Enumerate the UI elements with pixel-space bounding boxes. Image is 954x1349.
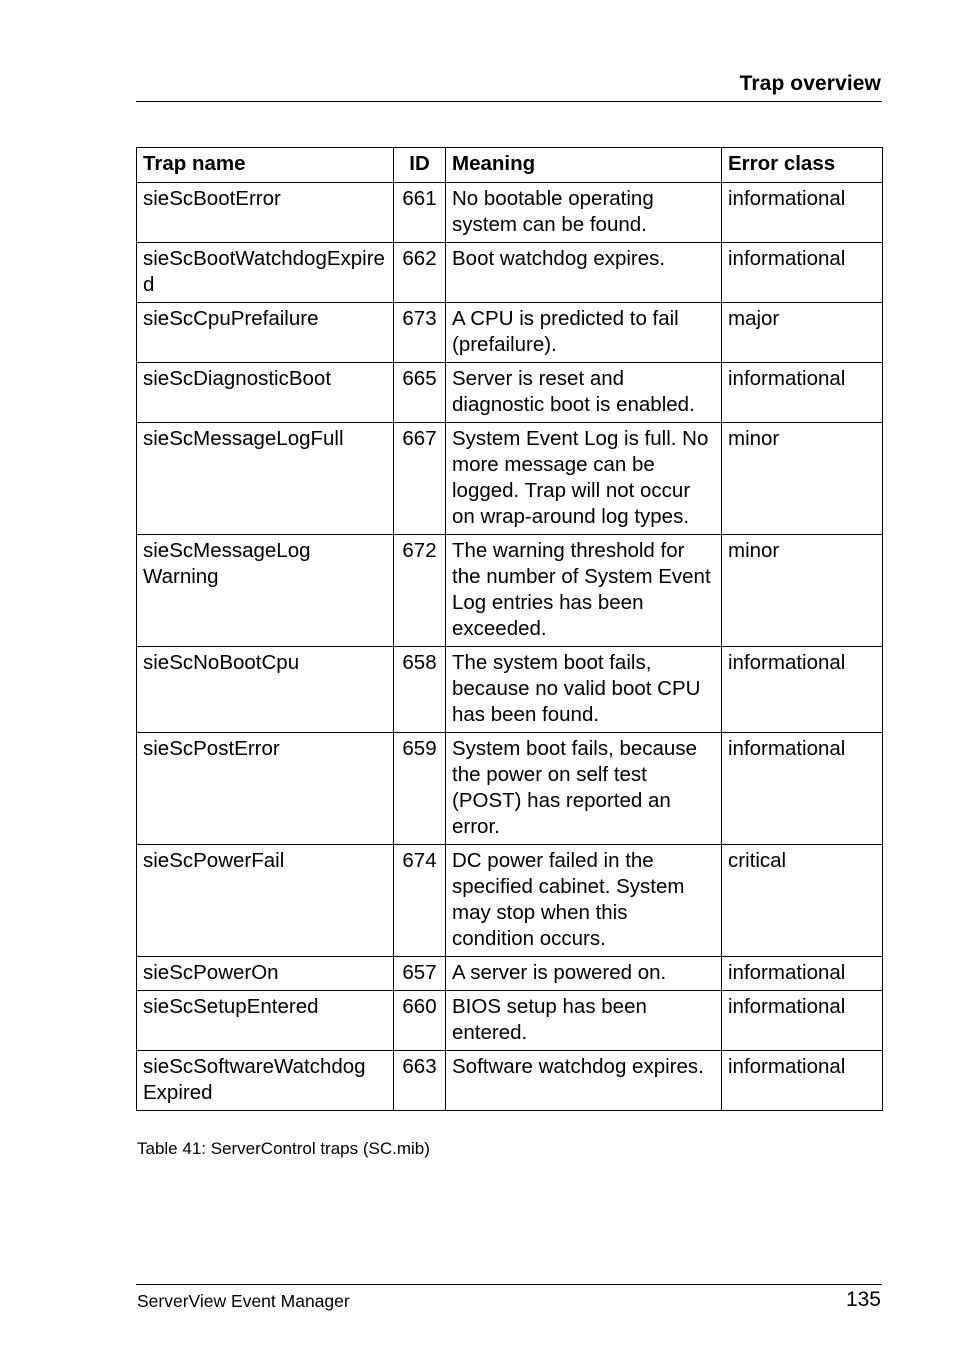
trap-meaning-cell: Software watchdog expires. — [446, 1051, 722, 1111]
header-divider — [136, 101, 882, 102]
trap-id-cell: 658 — [394, 647, 446, 733]
trap-id-cell: 662 — [394, 243, 446, 303]
trap-error-class-cell: informational — [722, 183, 883, 243]
trap-name-cell: sieScPowerOn — [137, 957, 394, 991]
table-caption: Table 41: ServerControl traps (SC.mib) — [137, 1139, 430, 1158]
table-row — [137, 303, 883, 363]
trap-error-class-cell: informational — [722, 991, 883, 1051]
trap-meaning-cell: System boot fails, because the power on self test (POST) has reported an error. — [446, 733, 722, 845]
trap-name-cell: sieScSoftwareWatchdog Expired — [137, 1051, 394, 1111]
trap-meaning-cell: Boot watchdog expires. — [446, 243, 722, 303]
table-header-row — [137, 148, 883, 183]
trap-id-cell: 663 — [394, 1051, 446, 1111]
trap-id-cell: 660 — [394, 991, 446, 1051]
column-header-trap-name: Trap name — [137, 148, 394, 183]
traps-table — [136, 147, 883, 1111]
trap-meaning-cell: A server is powered on. — [446, 957, 722, 991]
trap-name-cell: sieScPostError — [137, 733, 394, 845]
trap-name-cell: sieScDiagnosticBoot — [137, 363, 394, 423]
trap-meaning-cell: No bootable operating system can be found. — [446, 183, 722, 243]
column-header-meaning: Meaning — [446, 148, 722, 183]
table-row — [137, 957, 883, 991]
footer-divider — [136, 1284, 882, 1285]
trap-id-cell: 667 — [394, 423, 446, 535]
table-row — [137, 991, 883, 1051]
trap-name-cell: sieScNoBootCpu — [137, 647, 394, 733]
trap-id-cell: 665 — [394, 363, 446, 423]
trap-error-class-cell: major — [722, 303, 883, 363]
trap-meaning-cell: A CPU is predicted to fail (prefailure). — [446, 303, 722, 363]
trap-name-cell: sieScCpuPrefailure — [137, 303, 394, 363]
trap-id-cell: 659 — [394, 733, 446, 845]
trap-error-class-cell: informational — [722, 647, 883, 733]
table-row — [137, 845, 883, 957]
trap-meaning-cell: DC power failed in the specified cabinet. System may stop when this condition occurs. — [446, 845, 722, 957]
table-row — [137, 535, 883, 647]
table-row — [137, 647, 883, 733]
trap-error-class-cell: minor — [722, 423, 883, 535]
trap-id-cell: 674 — [394, 845, 446, 957]
table-row — [137, 243, 883, 303]
trap-id-cell: 661 — [394, 183, 446, 243]
page-number: 135 — [845, 1288, 881, 1311]
trap-name-cell: sieScPowerFail — [137, 845, 394, 957]
trap-id-cell: 673 — [394, 303, 446, 363]
footer-document-title: ServerView Event Manager — [137, 1291, 350, 1311]
trap-error-class-cell: informational — [722, 1051, 883, 1111]
trap-name-cell: sieScSetupEntered — [137, 991, 394, 1051]
trap-meaning-cell: The warning threshold for the number of System Event Log entries has been exceeded. — [446, 535, 722, 647]
trap-name-cell: sieScBootError — [137, 183, 394, 243]
trap-error-class-cell: informational — [722, 733, 883, 845]
page-header-title: Trap overview — [739, 72, 881, 95]
table-row — [137, 733, 883, 845]
table-row — [137, 1051, 883, 1111]
column-header-error-class: Error class — [722, 148, 883, 183]
trap-error-class-cell: informational — [722, 363, 883, 423]
trap-error-class-cell: critical — [722, 845, 883, 957]
trap-name-cell: sieScMessageLogFull — [137, 423, 394, 535]
trap-meaning-cell: Server is reset and diagnostic boot is enabled. — [446, 363, 722, 423]
trap-error-class-cell: informational — [722, 243, 883, 303]
trap-id-cell: 672 — [394, 535, 446, 647]
trap-name-cell: sieScMessageLog Warning — [137, 535, 394, 647]
trap-meaning-cell: The system boot fails, because no valid boot CPU has been found. — [446, 647, 722, 733]
table-row — [137, 363, 883, 423]
table-row — [137, 183, 883, 243]
trap-error-class-cell: informational — [722, 957, 883, 991]
trap-name-cell: sieScBootWatchdogExpired — [137, 243, 394, 303]
column-header-id: ID — [394, 148, 446, 183]
trap-meaning-cell: BIOS setup has been entered. — [446, 991, 722, 1051]
trap-id-cell: 657 — [394, 957, 446, 991]
trap-error-class-cell: minor — [722, 535, 883, 647]
trap-meaning-cell: System Event Log is full. No more message can be logged. Trap will not occur on wrap-around log types. — [446, 423, 722, 535]
table-row — [137, 423, 883, 535]
